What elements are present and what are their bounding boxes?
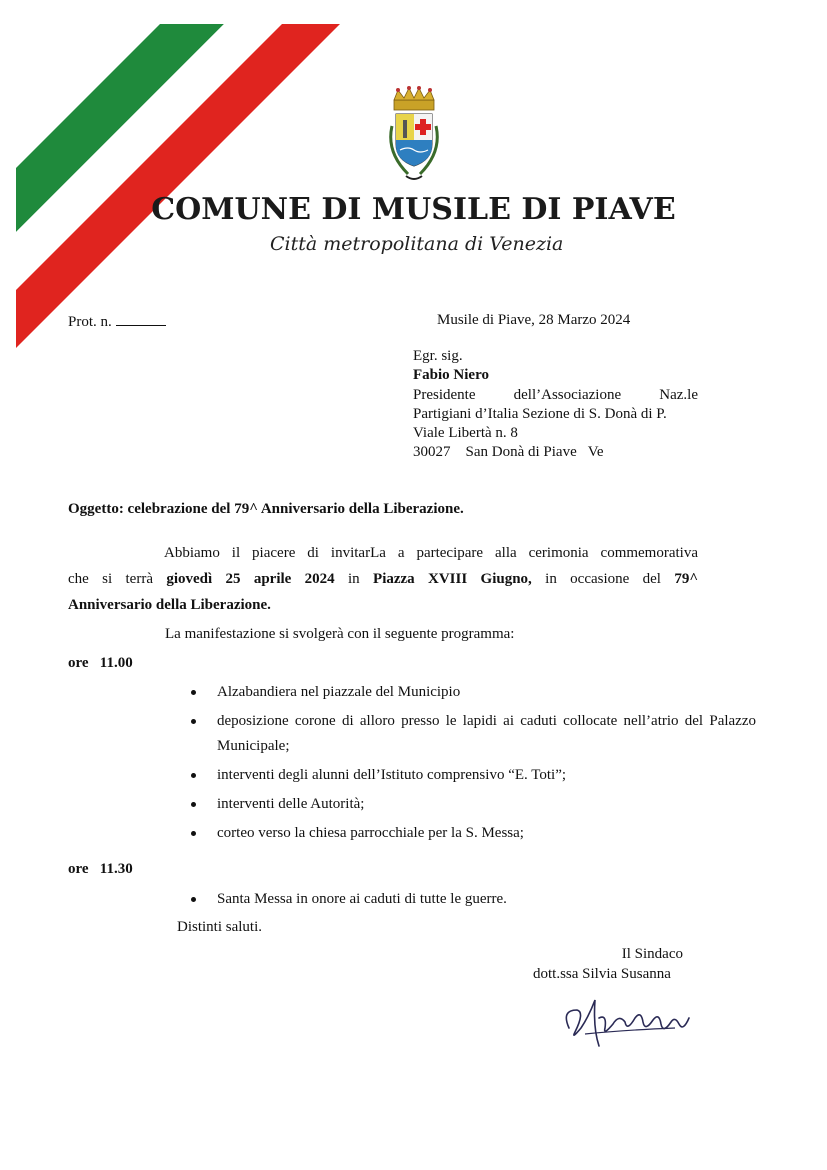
closing-greeting: Distinti saluti. [177, 919, 263, 935]
recipient-cap: 30027 [413, 444, 451, 461]
letter-body [68, 540, 698, 618]
schedule-list-2 [191, 887, 756, 916]
list-item: interventi delle Autorità; [191, 792, 756, 817]
recipient-address-block [413, 347, 698, 463]
schedule-list-1 [191, 680, 756, 850]
handwritten-signature-icon [555, 988, 705, 1058]
body-line-2: che si terrà giovedì 25 aprile 2024 in Piazza XVIII Giugno, in occasione del 79^ [68, 571, 699, 587]
signatory-name: dott.ssa Silvia Susanna [533, 966, 671, 982]
recipient-name: Fabio Niero [413, 367, 489, 384]
bullet-icon [191, 802, 196, 807]
municipal-coat-of-arms-icon [378, 86, 450, 186]
recipient-salutation: Egr. sig. [413, 348, 463, 364]
bullet-icon [191, 831, 196, 836]
page-subtitle: Città metropolitana di Venezia [270, 233, 564, 255]
body-line-1: Abbiamo il piacere di invitarLa a partecipare alla cerimonia commemorativa [164, 545, 698, 561]
bullet-icon [191, 897, 196, 902]
list-item: interventi degli alunni dell’Istituto comprensivo “E. Toti”; [191, 763, 756, 788]
page-title: COMUNE DI MUSILE DI PIAVE [151, 192, 676, 227]
place-date: Musile di Piave, 28 Marzo 2024 [437, 312, 631, 328]
schedule-time-2: ore 11.30 [68, 861, 133, 877]
bullet-icon [191, 719, 196, 724]
list-item: corteo verso la chiesa parrocchiale per la S. Messa; [191, 821, 756, 846]
list-item: deposizione corone di alloro presso le lapidi ai caduti collocate nell’atrio del Palazzo Municipale; [191, 709, 756, 759]
recipient-city-line [413, 443, 698, 462]
list-item: Santa Messa in onore ai caduti di tutte le guerre. [191, 887, 756, 912]
recipient-province: Ve [587, 444, 604, 461]
tricolor-flag-ribbon [0, 0, 350, 350]
protocol-number [68, 312, 166, 331]
recipient-street: Viale Libertà n. 8 [413, 425, 518, 442]
list-item: Alzabandiera nel piazzale del Municipio [191, 680, 756, 705]
bullet-icon [191, 773, 196, 778]
body-line-3: Anniversario della Liberazione. [68, 597, 271, 613]
program-intro: La manifestazione si svolgerà con il seguente programma: [165, 626, 515, 642]
recipient-role-line2: Partigiani d’Italia Sezione di S. Donà di P. [413, 405, 667, 422]
event-location: Piazza XVIII Giugno, [373, 571, 532, 587]
bullet-icon [191, 690, 196, 695]
recipient-city: San Donà di Piave [465, 444, 577, 461]
signatory-role: Il Sindaco [621, 946, 683, 962]
event-date: giovedì 25 aprile 2024 [166, 571, 335, 587]
protocol-blank-line [116, 312, 166, 326]
letter-subject: Oggetto: celebrazione del 79^ Anniversario della Liberazione. [68, 501, 464, 517]
protocol-label: Prot. n. [68, 314, 112, 330]
recipient-role-line1: Presidente dell’Associazione Naz.le [413, 386, 698, 403]
schedule-time-1: ore 11.00 [68, 655, 133, 671]
